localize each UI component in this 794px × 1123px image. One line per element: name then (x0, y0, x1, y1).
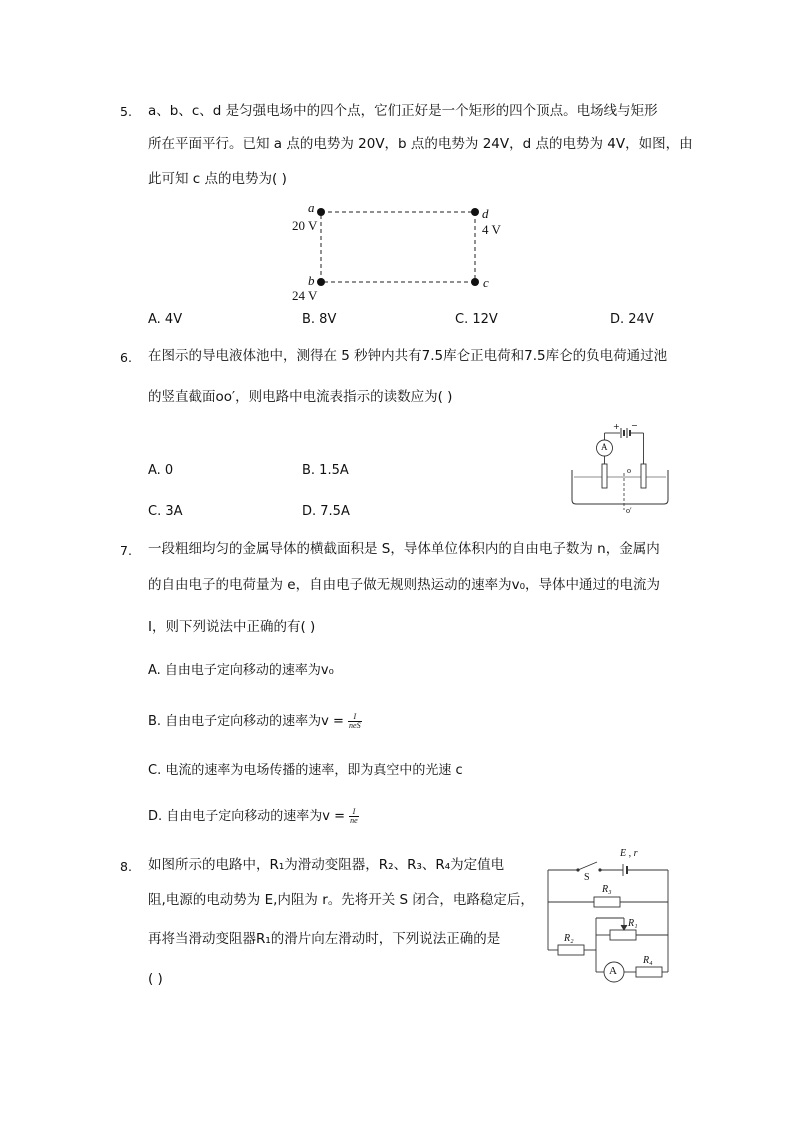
switch-label: S (584, 872, 590, 883)
option-c: C. 3A (148, 504, 183, 519)
source-label: E , r (620, 848, 638, 859)
point-d-label: d (482, 206, 489, 221)
question-text-line: 的竖直截面oo′，则电路中电流表指示的读数应为( ) (148, 389, 453, 405)
option-c: C. 12V (455, 312, 498, 327)
question-text-line: I，则下列说法中正确的有( ) (148, 619, 316, 635)
point-d-value: 4 V (482, 222, 501, 237)
minus-sign: − (631, 421, 638, 430)
r2-label: R₂ (564, 933, 574, 944)
question-text-line: 在图示的导电液体池中，测得在 5 秒钟内共有7.5库仑正电荷和7.5库仑的负电荷通过池 (148, 348, 668, 364)
option-b: B. 8V (302, 312, 337, 327)
point-a-label: a (308, 200, 315, 215)
ammeter-label: A (601, 442, 608, 452)
option-b-text: B. 自由电子定向移动的速率为v = (148, 714, 344, 729)
point-b-label: b (308, 273, 315, 288)
section-bottom-label: o′ (626, 506, 632, 515)
point-c-label: c (483, 275, 489, 290)
option-a: A. 0 (148, 463, 174, 478)
question-text-line: a、b、c、d 是匀强电场中的四个点，它们正好是一个矩形的四个顶点。电场线与矩形 (148, 103, 658, 119)
ammeter-label: A (609, 965, 617, 977)
fraction-i-over-ne: $\frac{I}{ne}$ (350, 807, 358, 825)
question-text-line: 一段粗细均匀的金属导体的横截面积是 S，导体单位体积内的自由电子数为 n，金属内 (148, 541, 660, 557)
question-text-line: ( ) (148, 971, 163, 987)
option-b: B. 1.5A (302, 463, 349, 478)
question-text-line: 如图所示的电路中，R₁为滑动变阻器，R₂、R₃、R₄为定值电 (148, 857, 505, 873)
question-text-line: 的自由电子的电荷量为 e，自由电子做无规则热运动的速率为v₀，导体中通过的电流为 (148, 577, 660, 593)
option-d: D. 24V (610, 312, 654, 327)
option-a: A. 4V (148, 312, 183, 327)
r3-label: R₃ (602, 884, 612, 895)
question-text-line: 此可知 c 点的电势为( ) (148, 171, 287, 187)
question-number: 8. (120, 859, 132, 874)
point-b-value: 24 V (292, 288, 318, 303)
point-a-value: 20 V (292, 218, 318, 233)
question-text-line: 阻,电源的电动势为 E,内阻为 r。先将开关 S 闭合，电路稳定后， (148, 892, 534, 908)
option-d: D. 7.5A (302, 504, 350, 519)
question-text-line: 所在平面平行。已知 a 点的电势为 20V，b 点的电势为 24V，d 点的电势为 4V，如图，由 (148, 136, 693, 152)
r4-label: R₄ (643, 955, 653, 966)
question-number: 5. (120, 104, 132, 119)
fraction-i-over-nes: $\frac{I}{\text{neS}}$ (349, 712, 361, 730)
question-number: 6. (120, 350, 132, 365)
plus-sign: + (613, 422, 620, 431)
section-top-label: o (627, 466, 631, 475)
option-c: C. 电流的速率为电场传播的速率，即为真空中的光速 c (148, 763, 463, 778)
r1-label: R₁ (628, 918, 638, 929)
option-d-text: D. 自由电子定向移动的速率为v = (148, 809, 345, 824)
question-text-line: 再将当滑动变阻器R₁的滑片向左滑动时，下列说法正确的是 (148, 931, 501, 947)
question-number: 7. (120, 543, 132, 558)
option-a: A. 自由电子定向移动的速率为v₀ (148, 663, 334, 678)
